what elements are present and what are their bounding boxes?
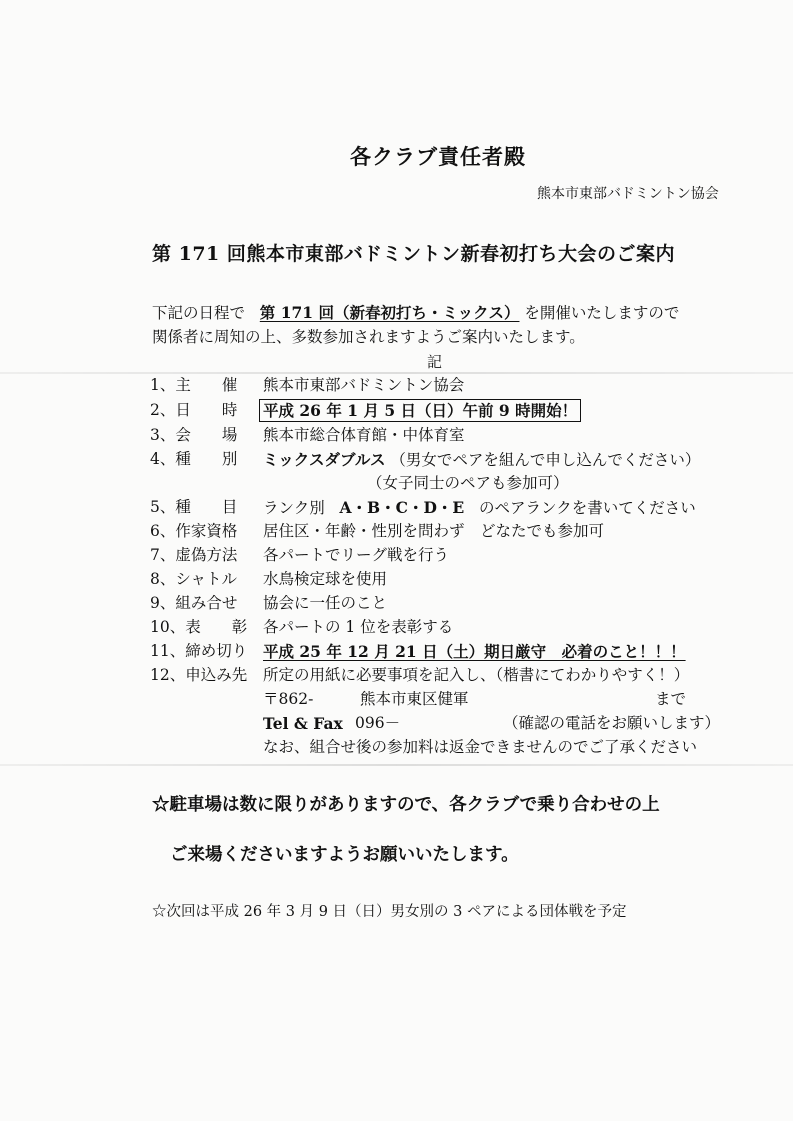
item-label: 7、虚偽方法	[150, 546, 238, 564]
parking-notice-line-1: ☆駐車場は数に限りがありますので、各クラブで乗り合わせの上	[152, 795, 660, 815]
document-title: 第 171 回熊本市東部バドミントン新春初打ち大会のご案内	[152, 243, 676, 265]
item-value: （男女でペアを組んで申し込んでください）	[390, 451, 701, 469]
tel-number: 096－	[355, 714, 401, 732]
paper-fold-line	[0, 764, 793, 766]
item-label: 1、主 催	[150, 376, 238, 394]
item-label: 3、会 場	[150, 426, 238, 444]
address-suffix: まで	[655, 690, 687, 708]
item-value-prefix: ランク別	[263, 499, 325, 517]
item-label: 5、種 目	[150, 498, 238, 516]
intro-highlight: 第 171 回（新春初打ち・ミックス）	[259, 303, 520, 322]
item-label: 8、シャトル	[150, 570, 238, 588]
item-value: 水鳥検定球を使用	[263, 570, 388, 588]
refund-note: なお、組合せ後の参加料は返金できませんのでご了承ください	[263, 738, 698, 756]
postal-code: 〒862-	[263, 690, 314, 708]
item-value: 居住区・年齢・性別を問わず どなたでも参加可	[263, 522, 605, 540]
item-sub-note: （女子同士のペアも参加可）	[367, 474, 569, 492]
item-value: 各パートの 1 位を表彰する	[263, 618, 454, 636]
item-value-bold: ミックスダブルス	[263, 450, 386, 469]
item-value: 所定の用紙に必要事項を記入し、（楷書にてわかりやすく！）	[263, 666, 690, 684]
tel-note: （確認の電話をお願いします）	[503, 714, 721, 732]
item-label: 6、作家資格	[150, 522, 238, 540]
item-value-bold: A・B・C・D・E	[339, 498, 465, 517]
deadline-value: 平成 25 年 12 月 21 日（土）期日厳守 必着のこと！！！	[263, 642, 686, 661]
parking-notice-line-2: ご来場くださいますようお願いいたします。	[170, 845, 519, 865]
intro-suffix: を開催いたしますので	[524, 304, 680, 322]
item-value: 協会に一任のこと	[263, 594, 388, 612]
item-label: 12、申込み先	[150, 666, 248, 684]
sender: 熊本市東部バドミントン協会	[537, 186, 719, 202]
item-value: のペアランクを書いてください	[479, 499, 696, 517]
paper-fold-line	[0, 372, 793, 374]
tel-label: Tel & Fax	[263, 714, 343, 733]
item-value: 各パートでリーグ戦を行う	[263, 546, 450, 564]
intro-line-1	[152, 305, 679, 322]
address-city: 熊本市東区健軍	[360, 690, 469, 708]
date-box: 平成 26 年 1 月 5 日（日）午前 9 時開始！	[259, 399, 581, 422]
item-label: 11、締め切り	[150, 642, 248, 660]
item-label: 2、日 時	[150, 401, 238, 419]
next-event-note: ☆次回は平成 26 年 3 月 9 日（日）男女別の 3 ペアによる団体戦を予定	[152, 904, 627, 920]
item-label: 4、種 別	[150, 450, 238, 468]
addressee: 各クラブ責任者殿	[350, 144, 526, 169]
item-label: 9、組み合せ	[150, 594, 238, 612]
ki-heading: 記	[427, 353, 443, 371]
intro-prefix: 下記の日程で	[152, 304, 246, 322]
item-label: 10、表 彰	[150, 618, 248, 636]
intro-line-2: 関係者に周知の上、多数参加されますようご案内いたします。	[152, 328, 585, 346]
item-value: 熊本市東部バドミントン協会	[263, 376, 465, 394]
item-value: 熊本市総合体育館・中体育室	[263, 426, 465, 444]
